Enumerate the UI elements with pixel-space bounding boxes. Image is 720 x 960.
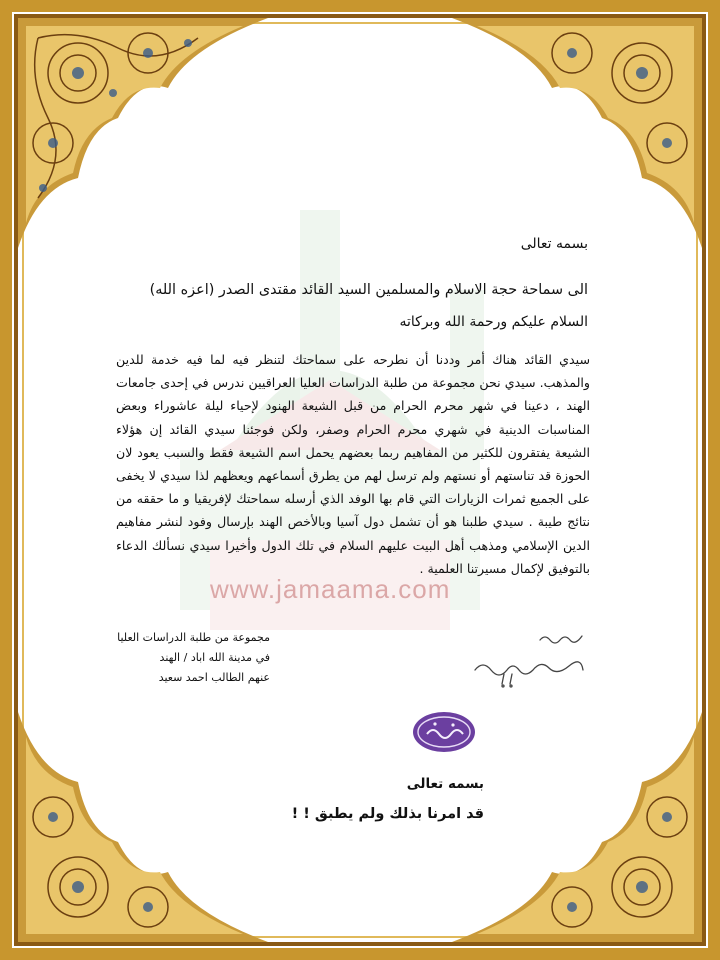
letter-addressee: الى سماحة حجة الاسلام والمسلمين السيد القائد مقتدى الصدر (اعزه الله) <box>149 282 588 298</box>
corner-ornament-bottom-right <box>452 712 702 942</box>
handwritten-note <box>470 626 600 690</box>
seal-stamp-icon <box>411 710 477 754</box>
signature-line-1: مجموعة من طلبة الدراسات العليا <box>117 631 270 644</box>
letter-opening: بسمه تعالى <box>520 236 588 252</box>
signature-block <box>117 628 270 688</box>
letter-body: سيدي القائد هناك أمر وددنا أن نطرحه على سماحتك لتنظر فيه لما فيه خدمة للدين والمذهب. سيدي نحن مجموعة من طلبة الدراسات العليا العراقيين ندرس في إحدى جامعات الهند ، دعينا في شهر محرم الحرام من قبل الشيعة الهنود لإحياء ليلة عاشوراء وبعض المناسبات الدينية في شهري محرم الحرام وصفر، ولكن فوجئنا سيدي القائد إن هؤلاء الشيعة يفتقرون للكثير من المفاهيم ربما بعضهم يحمل اسم الشيعة فقط والسبب يعود لان الحوزة قد تناستهم أو نستهم ولم ترسل لهم من يطرق أسماعهم ويعظهم لذا سيدي لا يخفى على الجميع ثمرات الزيارات التي قام بها الوفد الذي أرسله سماحتك لإفريقيا و ما حققه من نتائج طيبة . سيدي طلبنا هو أن تشمل دول آسيا وبالأخص الهند بإرسال وفود لنشر مفاهيم الدين الإسلامي ومذهب أهل البيت عليهم السلام في تلك الدول وأخيرا سيدي نسألك الدعاء بالتوفيق لإكمال مسيرتنا العلمية . <box>116 352 590 576</box>
signature-line-2: في مدينة الله اباد / الهند <box>159 651 270 664</box>
reply-opening: بسمه تعالى <box>406 776 484 792</box>
signature-line-3: عنهم الطالب احمد سعيد <box>158 671 270 684</box>
corner-ornament-bottom-left <box>18 712 268 942</box>
watermark-url: www.jamaama.com <box>210 574 451 604</box>
reply-text: قد امرنا بذلك ولم يطبق ! ! <box>291 806 484 822</box>
letter-greeting: السلام عليكم ورحمة الله وبركاته <box>399 314 588 330</box>
